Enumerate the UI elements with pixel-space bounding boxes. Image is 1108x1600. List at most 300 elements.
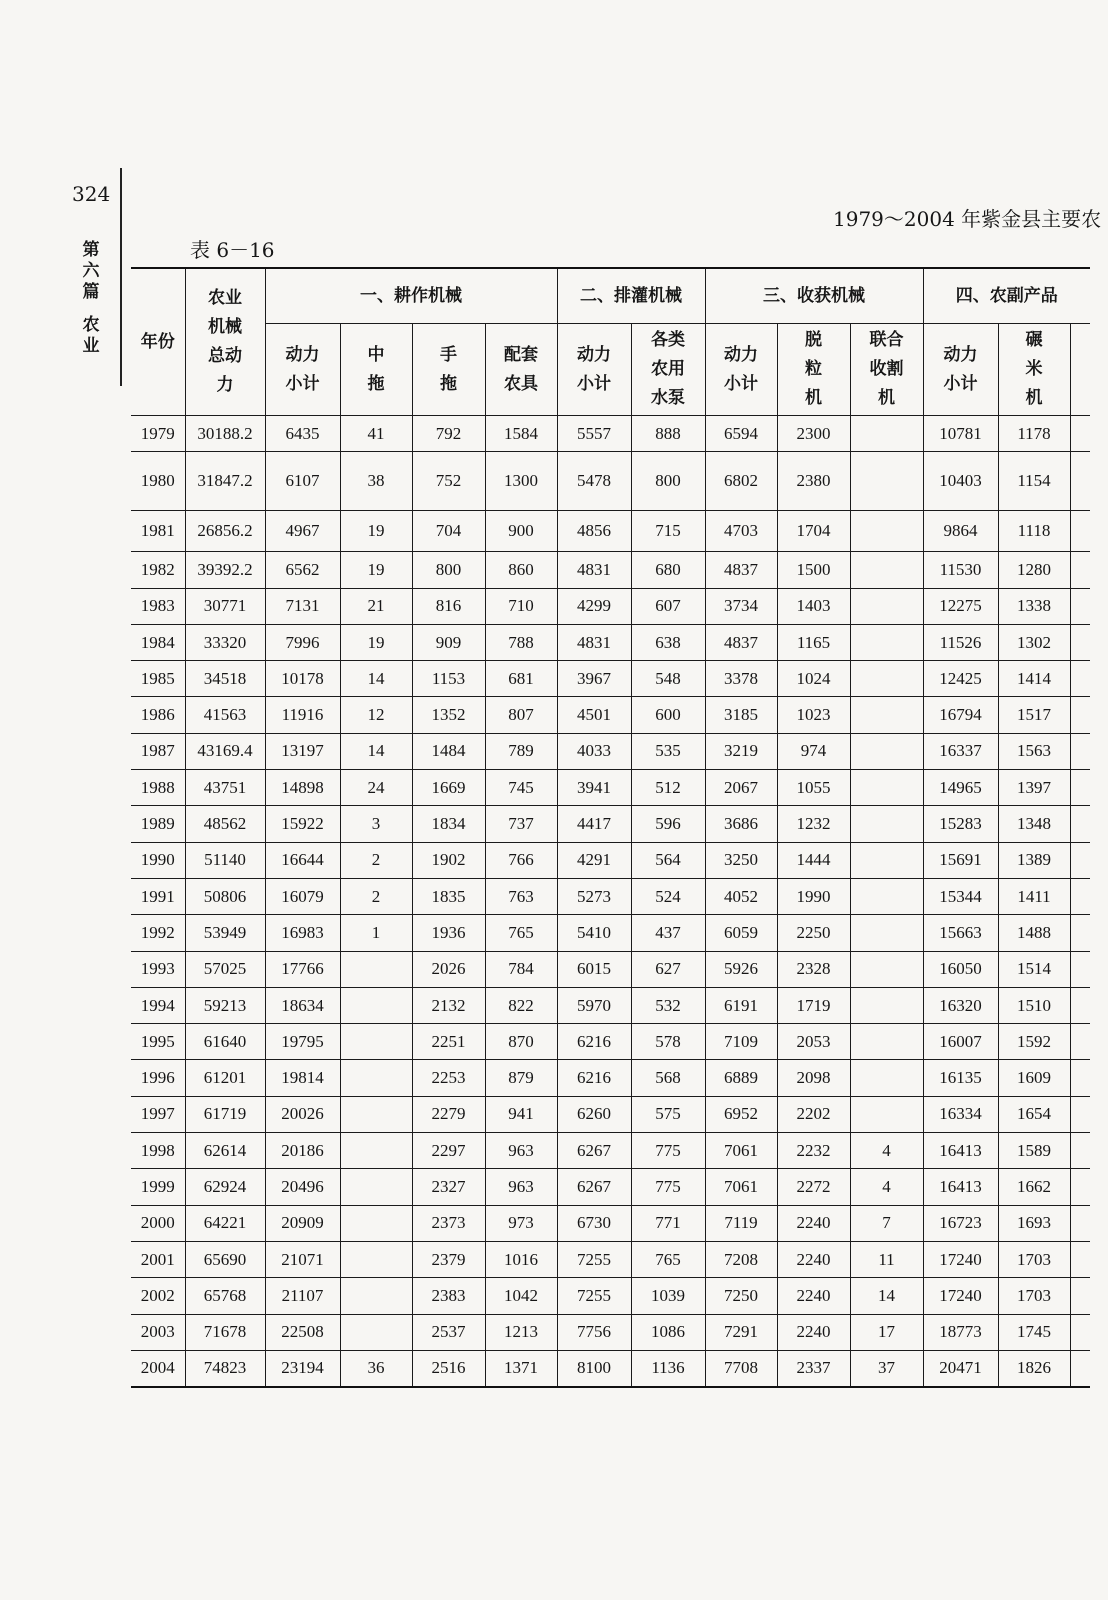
cut-cell: [1070, 552, 1090, 588]
year-cell: 1980: [131, 452, 185, 511]
value-cell: 1086: [631, 1314, 705, 1350]
value-cell: 1834: [412, 806, 485, 842]
value-cell: 20471: [923, 1350, 998, 1387]
value-cell: 900: [485, 511, 557, 552]
value-cell: [850, 1024, 923, 1060]
table-row: [131, 878, 1090, 914]
value-cell: [850, 416, 923, 452]
value-cell: 2253: [412, 1060, 485, 1096]
value-cell: 4831: [557, 552, 631, 588]
value-cell: 437: [631, 915, 705, 951]
table-row: [131, 806, 1090, 842]
value-cell: 11916: [265, 697, 340, 733]
year-cell: 1992: [131, 915, 185, 951]
value-cell: 7208: [705, 1241, 777, 1277]
value-cell: 3219: [705, 733, 777, 769]
value-cell: 16337: [923, 733, 998, 769]
value-cell: 1444: [777, 842, 850, 878]
value-cell: 1704: [777, 511, 850, 552]
value-cell: 1514: [998, 951, 1070, 987]
value-cell: 775: [631, 1133, 705, 1169]
section-char: 业: [82, 336, 100, 356]
value-cell: 16413: [923, 1169, 998, 1205]
value-cell: [850, 915, 923, 951]
value-cell: 6730: [557, 1205, 631, 1241]
year-cell: 1995: [131, 1024, 185, 1060]
table-row: [131, 1205, 1090, 1241]
value-cell: 7109: [705, 1024, 777, 1060]
value-cell: 2328: [777, 951, 850, 987]
header-sub: 联合收割机: [850, 324, 923, 416]
value-cell: 715: [631, 511, 705, 552]
year-cell: 1985: [131, 661, 185, 697]
value-cell: 1: [340, 915, 412, 951]
header-total-power: 农业机械总动力: [185, 268, 265, 416]
value-cell: 1669: [412, 770, 485, 806]
table-row: [131, 1169, 1090, 1205]
cut-cell: [1070, 733, 1090, 769]
value-cell: 17: [850, 1314, 923, 1350]
value-cell: 5410: [557, 915, 631, 951]
value-cell: 30188.2: [185, 416, 265, 452]
value-cell: 43169.4: [185, 733, 265, 769]
table-row: [131, 951, 1090, 987]
value-cell: 6267: [557, 1133, 631, 1169]
value-cell: 18773: [923, 1314, 998, 1350]
header-sub: 动力小计: [265, 324, 340, 416]
value-cell: 30771: [185, 588, 265, 624]
value-cell: 16050: [923, 951, 998, 987]
table-row: [131, 1314, 1090, 1350]
value-cell: 1693: [998, 1205, 1070, 1241]
value-cell: [340, 987, 412, 1023]
value-cell: 2: [340, 842, 412, 878]
value-cell: [340, 1060, 412, 1096]
value-cell: 1902: [412, 842, 485, 878]
value-cell: 2240: [777, 1205, 850, 1241]
value-cell: 600: [631, 697, 705, 733]
value-cell: 771: [631, 1205, 705, 1241]
value-cell: 65768: [185, 1278, 265, 1314]
value-cell: 578: [631, 1024, 705, 1060]
value-cell: 74823: [185, 1350, 265, 1387]
value-cell: [850, 987, 923, 1023]
value-cell: 1488: [998, 915, 1070, 951]
value-cell: 6107: [265, 452, 340, 511]
value-cell: 2202: [777, 1096, 850, 1132]
value-cell: 19: [340, 552, 412, 588]
year-cell: 1984: [131, 624, 185, 660]
header-group-tillage: 一、耕作机械: [265, 268, 557, 324]
value-cell: 24: [340, 770, 412, 806]
value-cell: 5273: [557, 878, 631, 914]
value-cell: 3967: [557, 661, 631, 697]
value-cell: 888: [631, 416, 705, 452]
year-cell: 1991: [131, 878, 185, 914]
value-cell: [850, 770, 923, 806]
value-cell: 17766: [265, 951, 340, 987]
value-cell: 16334: [923, 1096, 998, 1132]
value-cell: [850, 452, 923, 511]
value-cell: 11530: [923, 552, 998, 588]
value-cell: 11526: [923, 624, 998, 660]
value-cell: 2240: [777, 1278, 850, 1314]
year-cell: 1994: [131, 987, 185, 1023]
table-row: [131, 416, 1090, 452]
value-cell: 10178: [265, 661, 340, 697]
value-cell: 16320: [923, 987, 998, 1023]
cut-cell: [1070, 661, 1090, 697]
header-sub: 动力小计: [557, 324, 631, 416]
year-cell: 1983: [131, 588, 185, 624]
cut-cell: [1070, 1060, 1090, 1096]
value-cell: 681: [485, 661, 557, 697]
value-cell: 524: [631, 878, 705, 914]
value-cell: 6015: [557, 951, 631, 987]
value-cell: 1165: [777, 624, 850, 660]
table-row: [131, 1096, 1090, 1132]
value-cell: 4703: [705, 511, 777, 552]
value-cell: 1042: [485, 1278, 557, 1314]
value-cell: 16007: [923, 1024, 998, 1060]
value-cell: 12425: [923, 661, 998, 697]
value-cell: 50806: [185, 878, 265, 914]
value-cell: 1232: [777, 806, 850, 842]
value-cell: 2067: [705, 770, 777, 806]
value-cell: 36: [340, 1350, 412, 1387]
value-cell: 763: [485, 878, 557, 914]
value-cell: 1592: [998, 1024, 1070, 1060]
value-cell: [340, 1133, 412, 1169]
value-cell: 860: [485, 552, 557, 588]
table-number: 表 6－16: [190, 238, 275, 262]
value-cell: 19814: [265, 1060, 340, 1096]
value-cell: 710: [485, 588, 557, 624]
value-cell: 1397: [998, 770, 1070, 806]
value-cell: [340, 1314, 412, 1350]
value-cell: 1510: [998, 987, 1070, 1023]
value-cell: 16983: [265, 915, 340, 951]
value-cell: 1153: [412, 661, 485, 697]
value-cell: 19795: [265, 1024, 340, 1060]
value-cell: 43751: [185, 770, 265, 806]
value-cell: 2373: [412, 1205, 485, 1241]
header-sub: 动力小计: [705, 324, 777, 416]
value-cell: 33320: [185, 624, 265, 660]
value-cell: 1936: [412, 915, 485, 951]
value-cell: 23194: [265, 1350, 340, 1387]
value-cell: 2251: [412, 1024, 485, 1060]
value-cell: 2272: [777, 1169, 850, 1205]
value-cell: [850, 588, 923, 624]
section-char: 农: [82, 315, 100, 335]
value-cell: 62924: [185, 1169, 265, 1205]
value-cell: 3734: [705, 588, 777, 624]
value-cell: [850, 552, 923, 588]
value-cell: 7756: [557, 1314, 631, 1350]
header-group-processing: 四、农副产品: [923, 268, 1090, 324]
value-cell: 16794: [923, 697, 998, 733]
value-cell: 1403: [777, 588, 850, 624]
value-cell: 1023: [777, 697, 850, 733]
value-cell: 1745: [998, 1314, 1070, 1350]
value-cell: 4837: [705, 552, 777, 588]
value-cell: 548: [631, 661, 705, 697]
value-cell: [850, 511, 923, 552]
value-cell: 3941: [557, 770, 631, 806]
header-sub-cut: [1070, 324, 1090, 416]
year-cell: 2004: [131, 1350, 185, 1387]
value-cell: 14: [850, 1278, 923, 1314]
table-row: [131, 452, 1090, 511]
year-cell: 1979: [131, 416, 185, 452]
table-title: 1979～2004 年紫金县主要农: [833, 207, 1102, 231]
value-cell: 3: [340, 806, 412, 842]
table-row: [131, 588, 1090, 624]
value-cell: [340, 1278, 412, 1314]
table-row: [131, 661, 1090, 697]
value-cell: 5478: [557, 452, 631, 511]
value-cell: [340, 1205, 412, 1241]
value-cell: 71678: [185, 1314, 265, 1350]
value-cell: 6594: [705, 416, 777, 452]
value-cell: 822: [485, 987, 557, 1023]
cut-cell: [1070, 588, 1090, 624]
value-cell: 59213: [185, 987, 265, 1023]
value-cell: 1280: [998, 552, 1070, 588]
table-row: [131, 1133, 1090, 1169]
table-row: [131, 697, 1090, 733]
table-row: [131, 915, 1090, 951]
value-cell: 4417: [557, 806, 631, 842]
value-cell: 1703: [998, 1278, 1070, 1314]
value-cell: [850, 1096, 923, 1132]
section-label: [80, 240, 102, 357]
value-cell: 6562: [265, 552, 340, 588]
year-cell: 1987: [131, 733, 185, 769]
value-cell: 974: [777, 733, 850, 769]
cut-cell: [1070, 842, 1090, 878]
value-cell: 5970: [557, 987, 631, 1023]
value-cell: 4856: [557, 511, 631, 552]
value-cell: 2053: [777, 1024, 850, 1060]
cut-cell: [1070, 878, 1090, 914]
value-cell: 51140: [185, 842, 265, 878]
value-cell: 2300: [777, 416, 850, 452]
table-row: [131, 770, 1090, 806]
value-cell: 2250: [777, 915, 850, 951]
value-cell: 1352: [412, 697, 485, 733]
value-cell: 2297: [412, 1133, 485, 1169]
value-cell: 10403: [923, 452, 998, 511]
cut-cell: [1070, 452, 1090, 511]
value-cell: 1589: [998, 1133, 1070, 1169]
value-cell: 638: [631, 624, 705, 660]
value-cell: 963: [485, 1169, 557, 1205]
value-cell: 62614: [185, 1133, 265, 1169]
value-cell: 22508: [265, 1314, 340, 1350]
value-cell: 765: [485, 915, 557, 951]
value-cell: 3185: [705, 697, 777, 733]
value-cell: 48562: [185, 806, 265, 842]
value-cell: 61719: [185, 1096, 265, 1132]
year-cell: 1986: [131, 697, 185, 733]
value-cell: 6952: [705, 1096, 777, 1132]
value-cell: 2240: [777, 1241, 850, 1277]
header-year: 年份: [131, 268, 185, 416]
value-cell: 4033: [557, 733, 631, 769]
cut-cell: [1070, 770, 1090, 806]
header-sub: 中拖: [340, 324, 412, 416]
value-cell: 19: [340, 624, 412, 660]
value-cell: 31847.2: [185, 452, 265, 511]
value-cell: 6216: [557, 1060, 631, 1096]
value-cell: 4: [850, 1169, 923, 1205]
cut-cell: [1070, 1241, 1090, 1277]
value-cell: 4967: [265, 511, 340, 552]
value-cell: 20186: [265, 1133, 340, 1169]
value-cell: 941: [485, 1096, 557, 1132]
value-cell: 512: [631, 770, 705, 806]
value-cell: 2: [340, 878, 412, 914]
cut-cell: [1070, 1169, 1090, 1205]
value-cell: 2379: [412, 1241, 485, 1277]
value-cell: 4: [850, 1133, 923, 1169]
value-cell: 1213: [485, 1314, 557, 1350]
value-cell: 19: [340, 511, 412, 552]
value-cell: [850, 661, 923, 697]
value-cell: 6260: [557, 1096, 631, 1132]
table-row: [131, 1278, 1090, 1314]
value-cell: 7250: [705, 1278, 777, 1314]
value-cell: 2327: [412, 1169, 485, 1205]
value-cell: [850, 842, 923, 878]
value-cell: 745: [485, 770, 557, 806]
header-sub: 手拖: [412, 324, 485, 416]
value-cell: 1178: [998, 416, 1070, 452]
value-cell: 2337: [777, 1350, 850, 1387]
value-cell: 17240: [923, 1278, 998, 1314]
year-cell: 1998: [131, 1133, 185, 1169]
cut-cell: [1070, 1024, 1090, 1060]
value-cell: 535: [631, 733, 705, 769]
value-cell: 15344: [923, 878, 998, 914]
value-cell: 16135: [923, 1060, 998, 1096]
value-cell: 784: [485, 951, 557, 987]
value-cell: 1662: [998, 1169, 1070, 1205]
value-cell: 7061: [705, 1169, 777, 1205]
table-row: [131, 987, 1090, 1023]
value-cell: 57025: [185, 951, 265, 987]
value-cell: 909: [412, 624, 485, 660]
year-cell: 2001: [131, 1241, 185, 1277]
value-cell: [340, 1096, 412, 1132]
value-cell: 1654: [998, 1096, 1070, 1132]
value-cell: 12: [340, 697, 412, 733]
value-cell: 1154: [998, 452, 1070, 511]
value-cell: 1348: [998, 806, 1070, 842]
value-cell: 18634: [265, 987, 340, 1023]
value-cell: 765: [631, 1241, 705, 1277]
value-cell: 1016: [485, 1241, 557, 1277]
value-cell: 737: [485, 806, 557, 842]
value-cell: [850, 697, 923, 733]
value-cell: 41563: [185, 697, 265, 733]
value-cell: 37: [850, 1350, 923, 1387]
value-cell: 1609: [998, 1060, 1070, 1096]
value-cell: 775: [631, 1169, 705, 1205]
table-row: [131, 1241, 1090, 1277]
value-cell: 816: [412, 588, 485, 624]
value-cell: 15283: [923, 806, 998, 842]
value-cell: 21107: [265, 1278, 340, 1314]
header-group-harvest: 三、收获机械: [705, 268, 923, 324]
year-cell: 1988: [131, 770, 185, 806]
table-row: [131, 842, 1090, 878]
year-cell: 1990: [131, 842, 185, 878]
cut-cell: [1070, 1350, 1090, 1387]
value-cell: 766: [485, 842, 557, 878]
value-cell: [340, 1169, 412, 1205]
value-cell: 1024: [777, 661, 850, 697]
year-cell: 2000: [131, 1205, 185, 1241]
value-cell: 6435: [265, 416, 340, 452]
value-cell: 4052: [705, 878, 777, 914]
value-cell: 4291: [557, 842, 631, 878]
value-cell: 973: [485, 1205, 557, 1241]
value-cell: 38: [340, 452, 412, 511]
value-cell: 564: [631, 842, 705, 878]
value-cell: 3378: [705, 661, 777, 697]
cut-cell: [1070, 1096, 1090, 1132]
value-cell: 20496: [265, 1169, 340, 1205]
value-cell: 3250: [705, 842, 777, 878]
value-cell: 20909: [265, 1205, 340, 1241]
value-cell: 7255: [557, 1278, 631, 1314]
value-cell: 16644: [265, 842, 340, 878]
value-cell: 7255: [557, 1241, 631, 1277]
value-cell: 2383: [412, 1278, 485, 1314]
section-char: 篇: [82, 282, 100, 302]
value-cell: 61640: [185, 1024, 265, 1060]
header-sub: 脱粒机: [777, 324, 850, 416]
table-row: [131, 511, 1090, 552]
value-cell: 752: [412, 452, 485, 511]
value-cell: 15663: [923, 915, 998, 951]
value-cell: 4299: [557, 588, 631, 624]
value-cell: 1055: [777, 770, 850, 806]
value-cell: [340, 1024, 412, 1060]
value-cell: [340, 1241, 412, 1277]
cut-cell: [1070, 511, 1090, 552]
value-cell: 16723: [923, 1205, 998, 1241]
value-cell: [850, 1060, 923, 1096]
year-cell: 1999: [131, 1169, 185, 1205]
value-cell: 1411: [998, 878, 1070, 914]
cut-cell: [1070, 697, 1090, 733]
cut-cell: [1070, 951, 1090, 987]
value-cell: 64221: [185, 1205, 265, 1241]
value-cell: 7: [850, 1205, 923, 1241]
value-cell: 596: [631, 806, 705, 842]
value-cell: 21: [340, 588, 412, 624]
value-cell: 1517: [998, 697, 1070, 733]
value-cell: 10781: [923, 416, 998, 452]
value-cell: 1484: [412, 733, 485, 769]
value-cell: 17240: [923, 1241, 998, 1277]
value-cell: 680: [631, 552, 705, 588]
value-cell: 532: [631, 987, 705, 1023]
